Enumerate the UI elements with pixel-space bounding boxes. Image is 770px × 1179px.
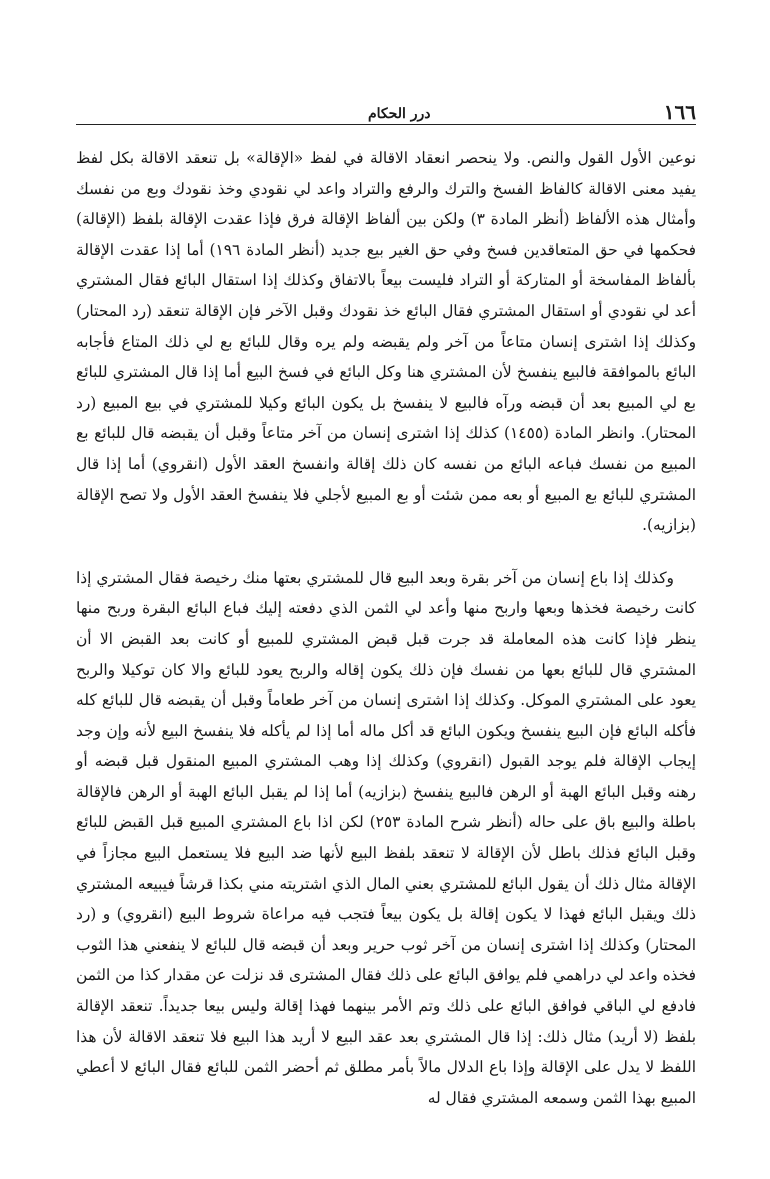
page-header — [76, 96, 696, 125]
page — [76, 96, 696, 1113]
paragraph-1: نوعين الأول القول والنص. ولا ينحصر انعقاد الاقالة في لفظ «الإقالة» بل تنعقد الاقالة بكل لفظ يفيد معنى الاقالة كالفاظ الفسخ والترك والرفع والتراد واعد لي نقودي وخذ نقودك وبع من نفسك وأمثال هذه الألفاظ (أنظر المادة ٣) ولكن بين ألفاظ الإقالة فرق فإذا عقدت الإقالة بلفظ (الإقالة) فحكمها في حق المتعاقدين فسخ وفي حق الغير بيع جديد (أنظر المادة ١٩٦) أما إذا عقدت الإقالة بألفاظ المفاسخة أو المتاركة أو التراد فليست بيعاً بالاتفاق وكذلك إذا استقال البائع فقال المشتري أعد لي نقودي أو استقال المشتري فقال البائع خذ نقودك وقبل الآخر فإن الإقالة تنعقد (رد المحتار) وكذلك إذا اشترى إنسان متاعاً من آخر ولم يقبضه ولم يره وقال للبائع بع لي ذلك المتاع فأجابه البائع بالموافقة فالبيع ينفسخ لأن المشتري هنا وكل البائع في فسخ البيع أما إذا قال المشتري للبائع بع لي المبيع بعد أن قبضه ورآه فالبيع لا ينفسخ بل يكون البائع وكيلا للمشتري في بيع المبيع (رد المحتار). وانظر المادة (١٤٥٥) كذلك إذا اشترى إنسان من آخر متاعاً وقبل أن يقبضه قال للبائع بع المبيع من نفسك فباعه البائع من نفسه كان ذلك إقالة وانفسخ العقد الأول (انقروي) أما إذا قال المشتري للبائع بع المبيع أو بعه ممن شئت أو بع المبيع لأجلي فلا ينفسخ العقد الأول ولا تصح الإقالة (بزازيه). — [76, 149, 697, 535]
running-title: درر الحكام — [368, 106, 431, 122]
paragraph-2: وكذلك إذا باع إنسان من آخر بقرة وبعد البيع قال للمشتري بعتها منك رخيصة فقال المشتري إذا كانت رخيصة فخذها وبعها واربح منها وأعد لي الثمن الذي دفعته إليك فباع البائع البقرة وربح منها ينظر فإذا كانت هذه المعاملة قد جرت قبل قبض المشتري للمبيع أو كانت بعد القبض الا أن المشتري قال للبائع بعها من نفسك فإن ذلك يكون إقاله والربح يعود للبائع والا كان توكيلا والربح يعود على المشتري الموكل. وكذلك إذا اشترى إنسان من آخر طعاماً وقبل أن يقبضه قال للبائع كله فأكله البائع فإن البيع ينفسخ ويكون البائع قد أكل ماله أما إذا لم يأكله فلا ينفسخ البيع لأنه وإن وجد إيجاب الإقالة فلم يوجد القبول (انقروي) وكذلك إذا وهب المشتري المبيع المنقول قبل قبضه أو رهنه وقبل البائع الهبة أو الرهن فالبيع ينفسخ (بزازيه) أما إذا لم يقبل البائع الهبة أو الرهن فالإقالة باطلة والبيع باق على حاله (أنظر شرح المادة ٢٥٣) لكن اذا باع المشتري المبيع قبل القبض للبائع وقبل البائع فذلك باطل لأن الإقالة لا تنعقد بلفظ البيع لأنها ضد البيع فلا يستعمل البيع مجازاً في الإقالة مثال ذلك أن يقول البائع للمشتري بعني المال الذي اشتريته مني بكذا قرشاً فيبيعه المشتري ذلك ويقبل البائع فهذا لا يكون إقالة بل يكون بيعاً فتجب فيه مراعاة شروط البيع (انقروي) و (رد المحتار) وكذلك إذا اشترى إنسان من آخر ثوب حرير وبعد أن قبضه قال للبائع لا ينفعني هذا الثوب فخذه واعد لي دراهمي فلم يوافق البائع على ذلك فقال المشترى قد نزلت عن مقدار كذا من الثمن فادفع لي الباقي فوافق البائع على ذلك وتم الأمر بينهما فهذا إقالة وليس بيعا جديداً. تنعقد الإقالة بلفظ (لا أريد) مثال ذلك: إذا قال المشتري بعد عقد البيع لا أريد هذا البيع فلا تنعقد الاقالة لأن هذا اللفظ لا يدل على الإقالة وإذا باع الدلال مالاً بأمر مطلق ثم أحضر الثمن للبائع فقال البائع لا أعطي المبيع بهذا الثمن وسمعه المشتري فقال له — [76, 568, 696, 1107]
body-text — [76, 143, 696, 1113]
page-number: ١٦٦ — [663, 100, 696, 124]
